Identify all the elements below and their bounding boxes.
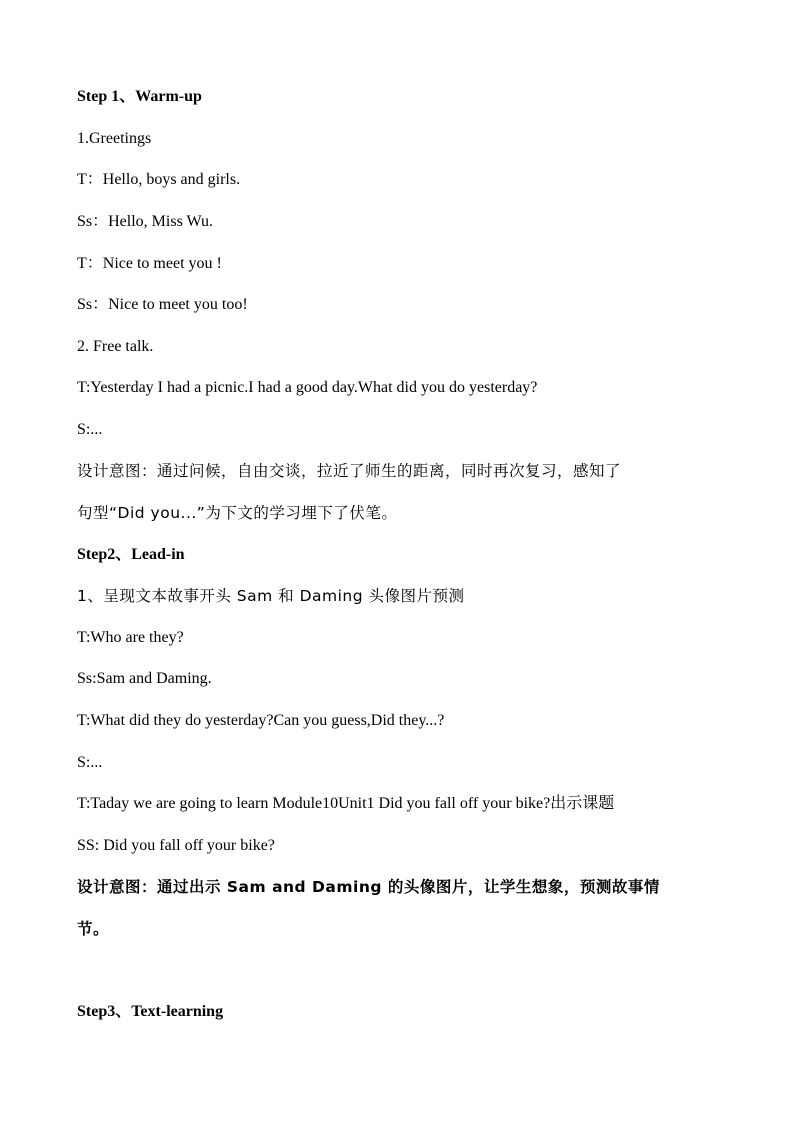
dialogue-line: T:Taday we are going to learn Module10Unit1 Did you fall off your bike?出示课题 [77, 795, 615, 812]
step3-heading: Step3、Text-learning [77, 1003, 224, 1020]
dialogue-line: S:... [77, 754, 103, 771]
freetalk-title: 2. Free talk. [77, 338, 154, 355]
dialogue-line: T:Who are they? [77, 629, 184, 646]
design-intent-text: 节。 [77, 920, 110, 938]
dialogue-line: T:Yesterday I had a picnic.I had a good day.What did you do yesterday? [77, 379, 538, 396]
dialogue-line: T:What did they do yesterday?Can you guess,Did they...? [77, 712, 445, 729]
dialogue-line: S:... [77, 421, 103, 438]
step2-heading: Step2、Lead-in [77, 546, 185, 563]
leadin-item: 1、呈现文本故事开头 Sam 和 Daming 头像图片预测 [77, 587, 465, 605]
dialogue-line: Ss:Sam and Daming. [77, 670, 212, 687]
dialogue-line: T：Nice to meet you ! [77, 255, 222, 272]
design-intent-text: 设计意图：通过问候，自由交谈，拉近了师生的距离，同时再次复习，感知了 [77, 462, 622, 480]
dialogue-line: Ss：Nice to meet you too! [77, 296, 248, 313]
dialogue-line: SS: Did you fall off your bike? [77, 837, 275, 854]
dialogue-line: T：Hello, boys and girls. [77, 171, 241, 188]
step1-heading: Step 1、Warm-up [77, 88, 202, 105]
dialogue-line: Ss：Hello, Miss Wu. [77, 213, 213, 230]
design-intent-text: 设计意图：通过出示 Sam and Daming 的头像图片，让学生想象，预测故事情 [77, 878, 660, 896]
design-intent-text: 句型“Did you...”为下文的学习埋下了伏笔。 [77, 504, 398, 522]
greetings-title: 1.Greetings [77, 130, 152, 147]
